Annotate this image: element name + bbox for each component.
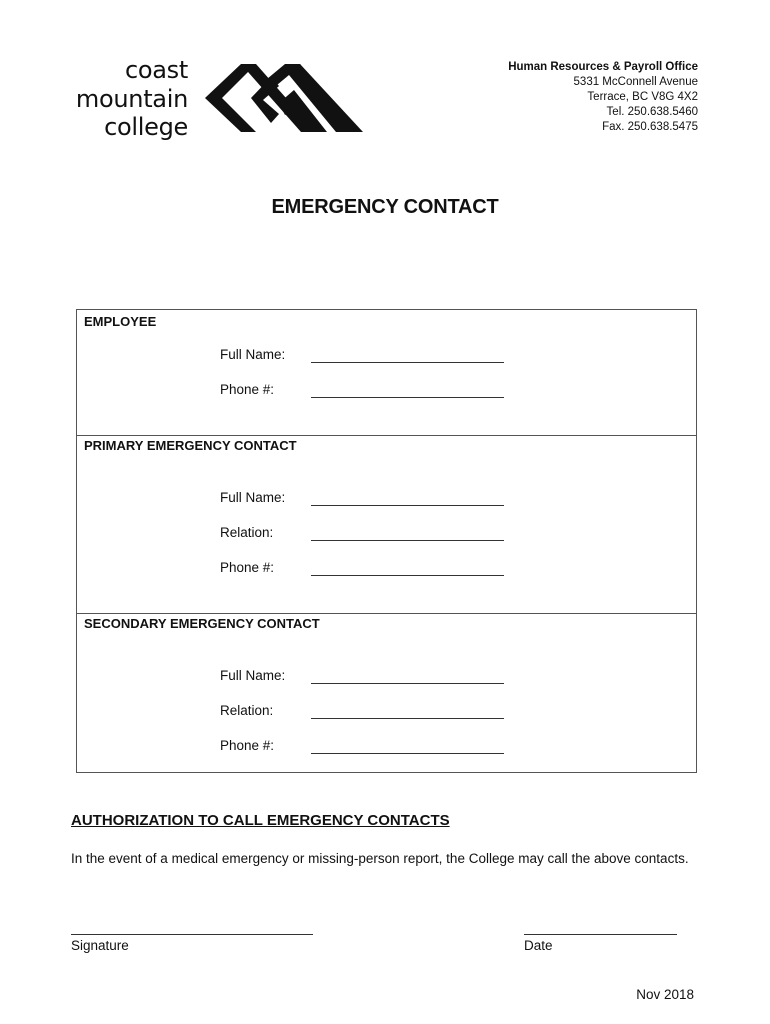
document-title: EMERGENCY CONTACT — [271, 196, 499, 218]
secondary-full-name-label: Full Name: — [220, 668, 286, 683]
primary-relation-row — [220, 525, 520, 545]
authorization-text: In the event of a medical emergency or missing-person report, the College may call the above contacts. — [71, 851, 689, 866]
logo-word-mountain: mountain — [75, 84, 188, 113]
employee-section — [77, 310, 696, 435]
primary-contact-section-title: PRIMARY EMERGENCY CONTACT — [84, 438, 297, 453]
logo-word-college: college — [104, 113, 188, 141]
secondary-relation-row — [220, 703, 520, 723]
secondary-contact-section — [77, 613, 696, 773]
secondary-full-name-row — [220, 668, 520, 688]
primary-full-name-field[interactable] — [311, 505, 504, 506]
office-telephone: Tel. 250.638.5460 — [606, 106, 698, 118]
office-address-street: 5331 McConnell Avenue — [573, 76, 698, 88]
employee-phone-field[interactable] — [311, 397, 504, 398]
office-name: Human Resources & Payroll Office — [508, 61, 698, 73]
logo-word-coast: coast — [124, 56, 188, 84]
employee-section-title: EMPLOYEE — [84, 314, 157, 329]
employee-phone-label: Phone #: — [220, 382, 275, 397]
primary-relation-field[interactable] — [311, 540, 504, 541]
primary-phone-label: Phone #: — [220, 560, 275, 575]
employee-full-name-label: Full Name: — [220, 347, 286, 362]
office-contact-block — [508, 60, 698, 135]
primary-phone-field[interactable] — [311, 575, 504, 576]
employee-phone-row — [220, 382, 520, 402]
cmc-chevron-logo-icon — [205, 62, 363, 136]
office-fax: Fax. 250.638.5475 — [602, 121, 698, 133]
primary-full-name-row — [220, 490, 520, 510]
signature-label: Signature — [71, 938, 129, 953]
signature-field[interactable] — [71, 934, 313, 935]
primary-full-name-label: Full Name: — [220, 490, 286, 505]
employee-full-name-field[interactable] — [311, 362, 504, 363]
secondary-phone-label: Phone #: — [220, 738, 275, 753]
date-label: Date — [524, 938, 553, 953]
contact-form-box — [76, 309, 697, 773]
authorization-title: AUTHORIZATION TO CALL EMERGENCY CONTACTS — [71, 812, 450, 829]
secondary-relation-label: Relation: — [220, 703, 274, 718]
employee-full-name-row — [220, 347, 520, 367]
secondary-contact-section-title: SECONDARY EMERGENCY CONTACT — [84, 616, 320, 631]
secondary-full-name-field[interactable] — [311, 683, 504, 684]
secondary-relation-field[interactable] — [311, 718, 504, 719]
primary-relation-label: Relation: — [220, 525, 274, 540]
secondary-phone-row — [220, 738, 520, 758]
form-revision-date: Nov 2018 — [636, 987, 694, 1002]
date-field[interactable] — [524, 934, 677, 935]
office-address-city: Terrace, BC V8G 4X2 — [587, 91, 698, 103]
primary-phone-row — [220, 560, 520, 580]
secondary-phone-field[interactable] — [311, 753, 504, 754]
college-logo-wordmark — [74, 56, 188, 142]
primary-contact-section — [77, 435, 696, 614]
